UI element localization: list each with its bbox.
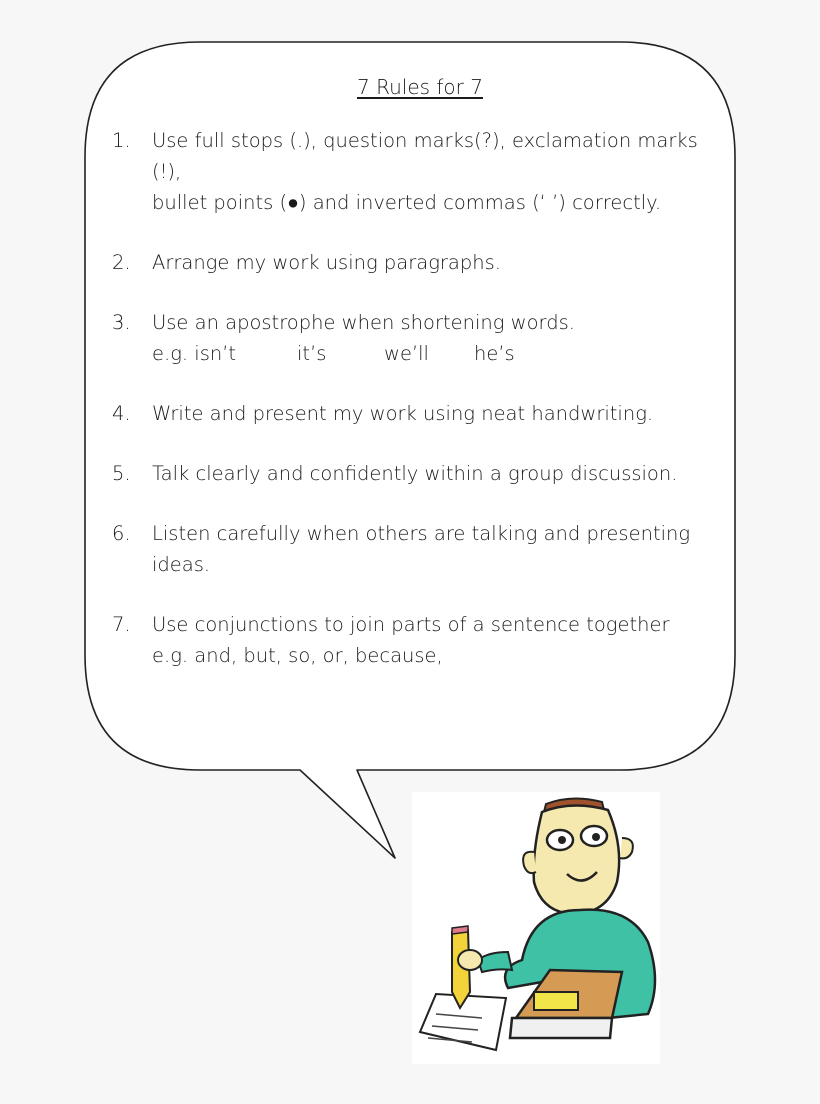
page-title: 7 Rules for 7 <box>357 75 483 99</box>
example-word: e.g. isn’t <box>152 342 237 365</box>
rule-text: Use full stops (.), question marks(?), exclamation marks (!), <box>152 129 698 183</box>
list-item <box>110 458 720 489</box>
list-number: 5. <box>112 462 131 485</box>
example-row <box>152 338 720 369</box>
rules-list <box>110 125 720 671</box>
list-number: 2. <box>112 251 131 274</box>
list-item <box>110 307 720 369</box>
rule-text: Use an apostrophe when shortening words. <box>152 311 575 334</box>
list-number: 4. <box>112 402 131 425</box>
list-number: 7. <box>112 613 131 636</box>
rule-text: Write and present my work using neat handwriting. <box>152 402 654 425</box>
rules-panel <box>110 70 720 700</box>
rule-text: bullet points (●) and inverted commas (‘ ’) correctly. <box>152 191 662 214</box>
rule-text: Talk clearly and confidently within a group discussion. <box>152 462 678 485</box>
example-word: he’s <box>474 342 515 365</box>
rule-text: ideas. <box>152 553 211 576</box>
list-item <box>110 247 720 278</box>
list-item <box>110 125 720 218</box>
rule-text: e.g. and, but, so, or, because, <box>152 644 443 667</box>
list-item <box>110 518 720 580</box>
list-number: 3. <box>112 311 131 334</box>
list-number: 6. <box>112 522 131 545</box>
list-item <box>110 609 720 671</box>
list-item <box>110 398 720 429</box>
rule-text: Listen carefully when others are talking and presenting <box>152 522 691 545</box>
child-writing-icon <box>412 792 660 1064</box>
example-word: it’s <box>297 342 327 365</box>
rule-text: Use conjunctions to join parts of a sentence together <box>152 613 670 636</box>
list-number: 1. <box>112 129 131 152</box>
rule-text: Arrange my work using paragraphs. <box>152 251 501 274</box>
child-writing-illustration <box>412 792 660 1064</box>
example-word: we’ll <box>384 342 429 365</box>
